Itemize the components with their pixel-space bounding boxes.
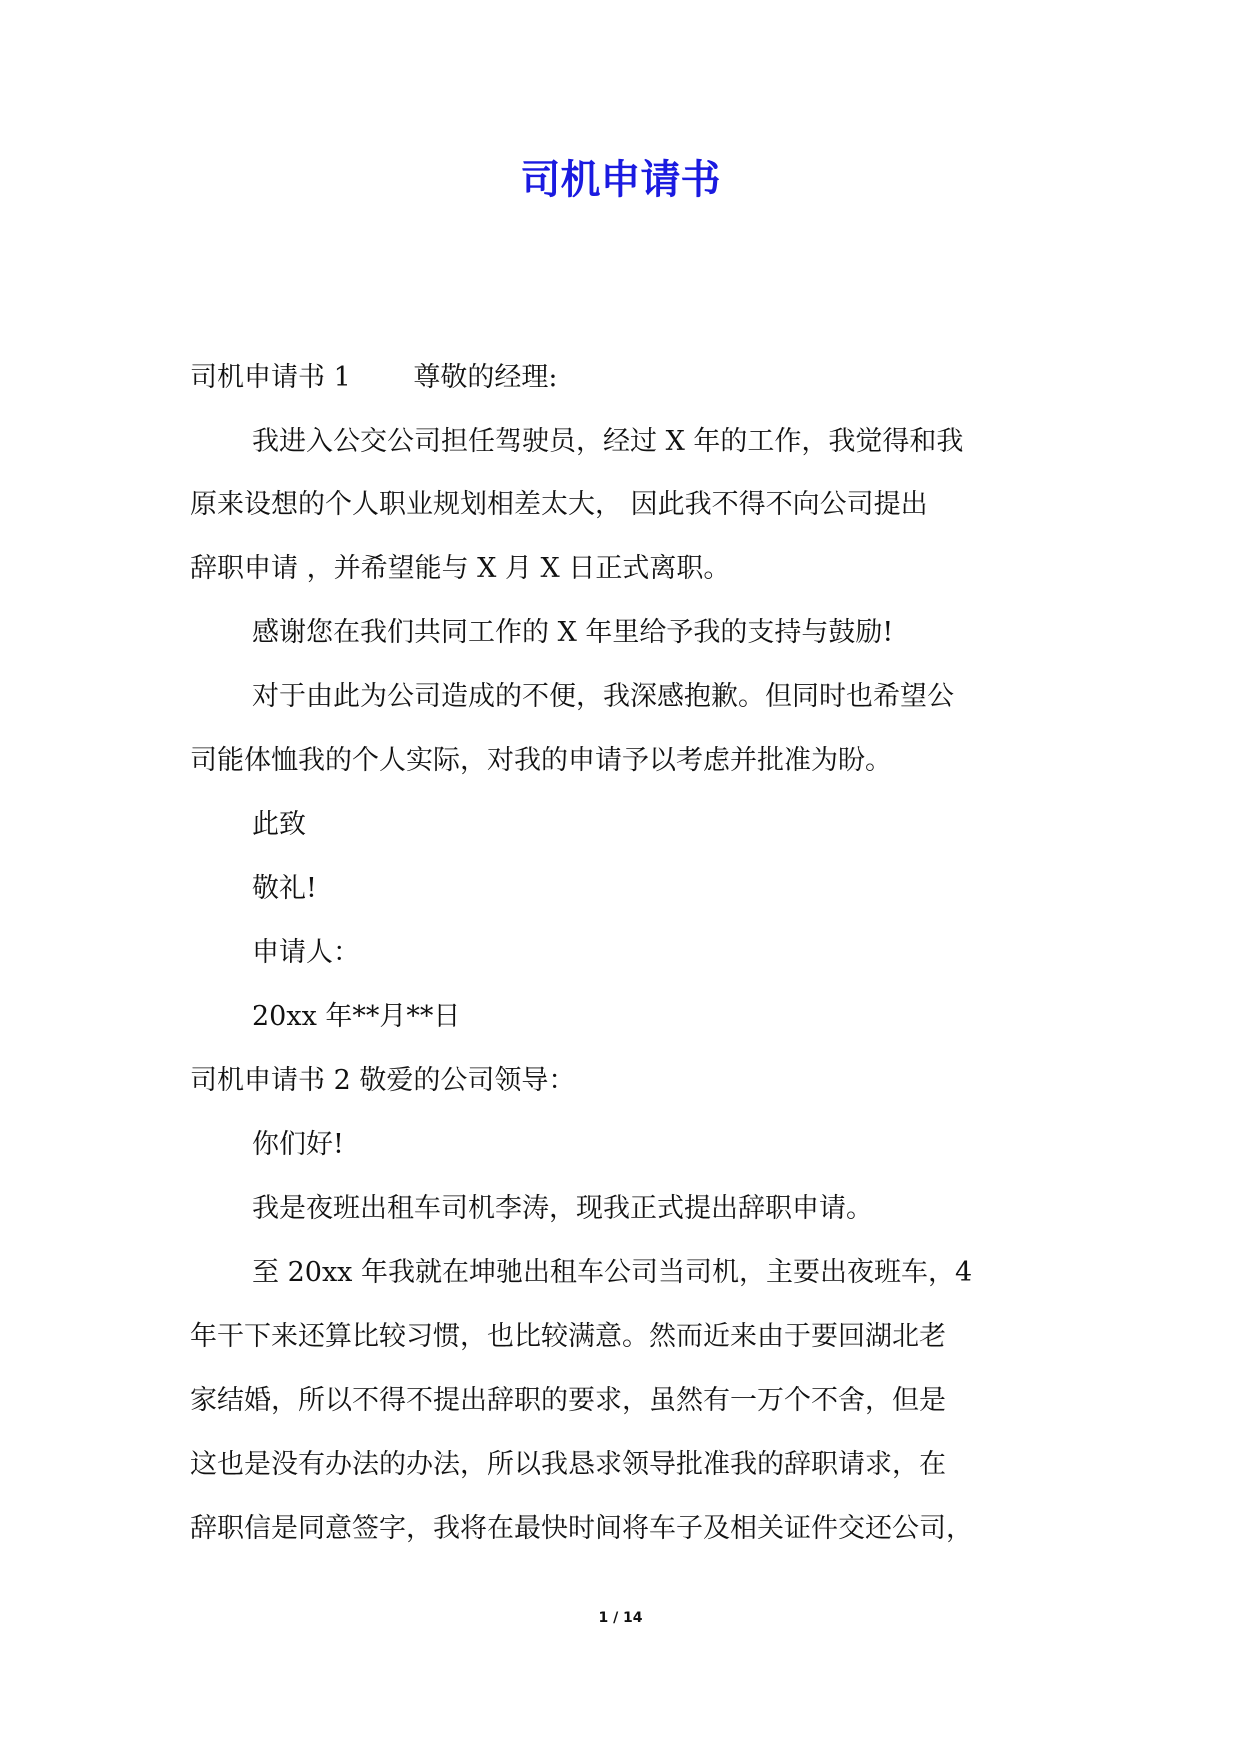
paragraph-line: 对于由此为公司造成的不便，我深感抱歉。但同时也希望公: [252, 681, 954, 712]
heading-letter-2: 司机申请书 2 敬爱的公司领导：: [190, 1065, 576, 1096]
paragraph-line: 辞职申请 ，并希望能与 X 月 X 日正式离职。: [190, 553, 731, 584]
date-line: 20xx 年**月**日: [252, 1001, 461, 1032]
page-number: 1 / 14: [598, 1610, 643, 1626]
heading-letter-1: 司机申请书 1 尊敬的经理:: [190, 362, 558, 393]
closing-line: 敬礼!: [252, 873, 317, 904]
paragraph-line: 这也是没有办法的办法，所以我恳求领导批准我的辞职请求，在: [190, 1449, 946, 1480]
signature-line: 申请人：: [252, 937, 360, 968]
paragraph-line: 家结婚，所以不得不提出辞职的要求，虽然有一万个不舍，但是: [190, 1385, 946, 1416]
paragraph-line: 至 20xx 年我就在坤驰出租车公司当司机，主要出夜班车，4: [252, 1257, 973, 1288]
document-title: 司机申请书: [520, 157, 721, 203]
paragraph-line: 辞职信是同意签字，我将在最快时间将车子及相关证件交还公司，: [190, 1513, 973, 1544]
paragraph-line: 年干下来还算比较习惯，也比较满意。然而近来由于要回湖北老: [190, 1321, 946, 1352]
paragraph-line: 你们好!: [252, 1129, 344, 1160]
paragraph-line: 感谢您在我们共同工作的 X 年里给予我的支持与鼓励!: [252, 617, 894, 648]
paragraph-line: 司能体恤我的个人实际，对我的申请予以考虑并批准为盼。: [190, 745, 892, 776]
paragraph-line: 我是夜班出租车司机李涛，现我正式提出辞职申请。: [252, 1193, 873, 1224]
paragraph-line: 原来设想的个人职业规划相差太大， 因此我不得不向公司提出: [190, 489, 928, 520]
paragraph-line: 我进入公交公司担任驾驶员，经过 X 年的工作，我觉得和我: [252, 426, 964, 457]
closing-line: 此致: [252, 809, 306, 840]
